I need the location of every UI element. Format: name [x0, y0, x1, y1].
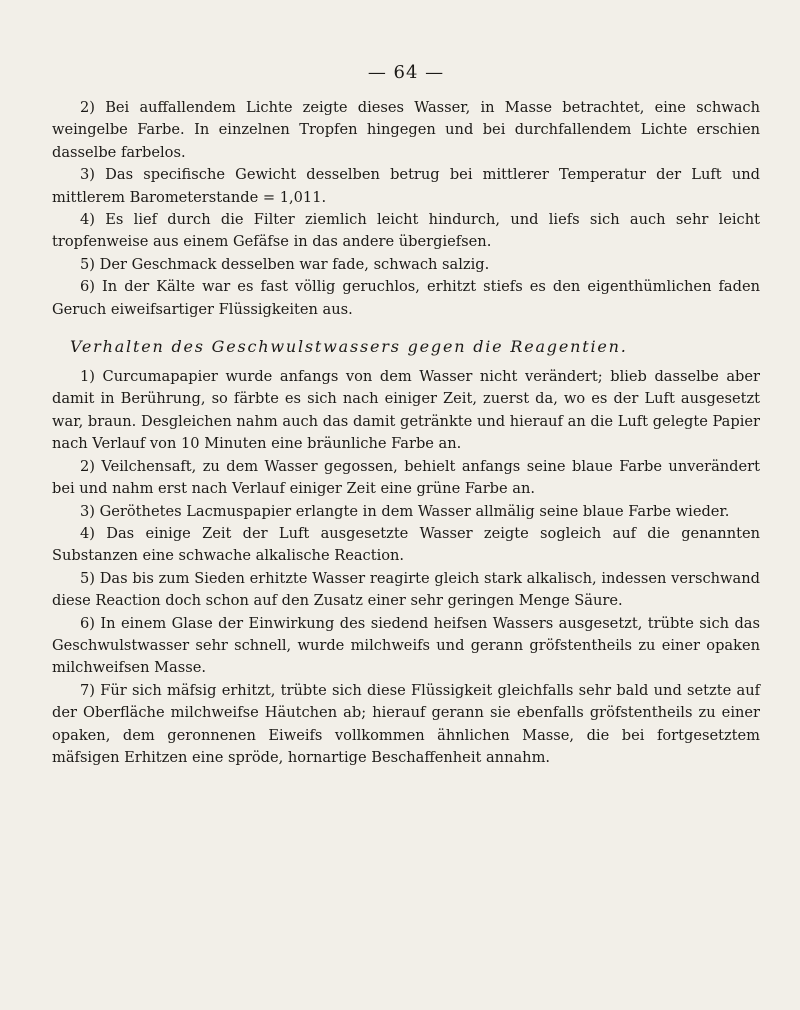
- reagent-paragraph-7: 7) Für sich mäfsig erhitzt, trübte sich diese Flüssigkeit gleichfalls sehr bald und setzte auf der Oberfläche milchweifse Häutchen ab; hierauf gerann sie ebenfalls gröfstentheils zu einer opaken, dem geronnenen Eiweifs vollkommen ähnlichen Masse, die bei fortgesetztem mäfsigen Erhitzen eine spröde, hornartige Beschaffenheit annahm.: [52, 681, 760, 766]
- reagent-paragraph-3: 3) Geröthetes Lacmuspapier erlangte in dem Wasser allmälig seine blaue Farbe wieder.: [80, 502, 730, 520]
- reagents-section: [52, 366, 760, 769]
- section-heading: Verhalten des Geschwulstwassers gegen die Reagentien.: [70, 337, 628, 357]
- paragraph-2: 2) Bei auffallendem Lichte zeigte dieses Wasser, in Masse betrachtet, eine schwach weingelbe Farbe. In einzelnen Tropfen hingegen und bei durchfallendem Lichte erschien dasselbe farbelos.: [52, 99, 760, 161]
- reagent-paragraph-2: 2) Veilchensaft, zu dem Wasser gegossen, behielt anfangs seine blaue Farbe unverändert bei und nahm erst nach Verlauf einiger Zeit eine grüne Farbe an.: [52, 457, 760, 498]
- reagent-paragraph-5: 5) Das bis zum Sieden erhitzte Wasser reagirte gleich stark alkalisch, indessen verschwand diese Reaction doch schon auf den Zusatz einer sehr geringen Menge Säure.: [52, 569, 760, 610]
- paragraph-3: 3) Das specifische Gewicht desselben betrug bei mittlerer Temperatur der Luft und mittlerem Barometerstande = 1,011.: [52, 166, 760, 206]
- paragraph-5: 5) Der Geschmack desselben war fade, schwach salzig.: [80, 255, 490, 273]
- paragraph-4: 4) Es lief durch die Filter ziemlich leicht hindurch, und liefs sich auch sehr leicht tropfenweise aus einem Gefäfse in das andere übergiefsen.: [52, 211, 760, 251]
- properties-section: [52, 97, 760, 321]
- reagent-paragraph-1: 1) Curcumapapier wurde anfangs von dem Wasser nicht verändert; blieb dasselbe aber damit in Berührung, so färbte es sich nach einiger Zeit, zuerst da, wo es der Luft ausgesetzt war, braun. Desgleichen nahm auch das damit getränkte und hierauf an die Luft gelegte Papier nach Verlauf von 10 Minuten eine bräunliche Farbe an.: [52, 368, 760, 453]
- reagent-paragraph-4: 4) Das einige Zeit der Luft ausgesetzte Wasser zeigte sogleich auf die genannten Substanzen eine schwache alkalische Reaction.: [52, 524, 760, 565]
- reagent-paragraph-6: 6) In einem Glase der Einwirkung des siedend heifsen Wassers ausgesetzt, trübte sich das Geschwulstwasser sehr schnell, wurde milchweifs und gerann gröfstentheils zu einer opaken milchweifsen Masse.: [52, 614, 760, 677]
- paragraph-6: 6) In der Kälte war es fast völlig geruchlos, erhitzt stiefs es den eigenthümlichen faden Geruch eiweifsartiger Flüssigkeiten aus.: [52, 278, 760, 318]
- page-number: — 64 —: [367, 62, 445, 83]
